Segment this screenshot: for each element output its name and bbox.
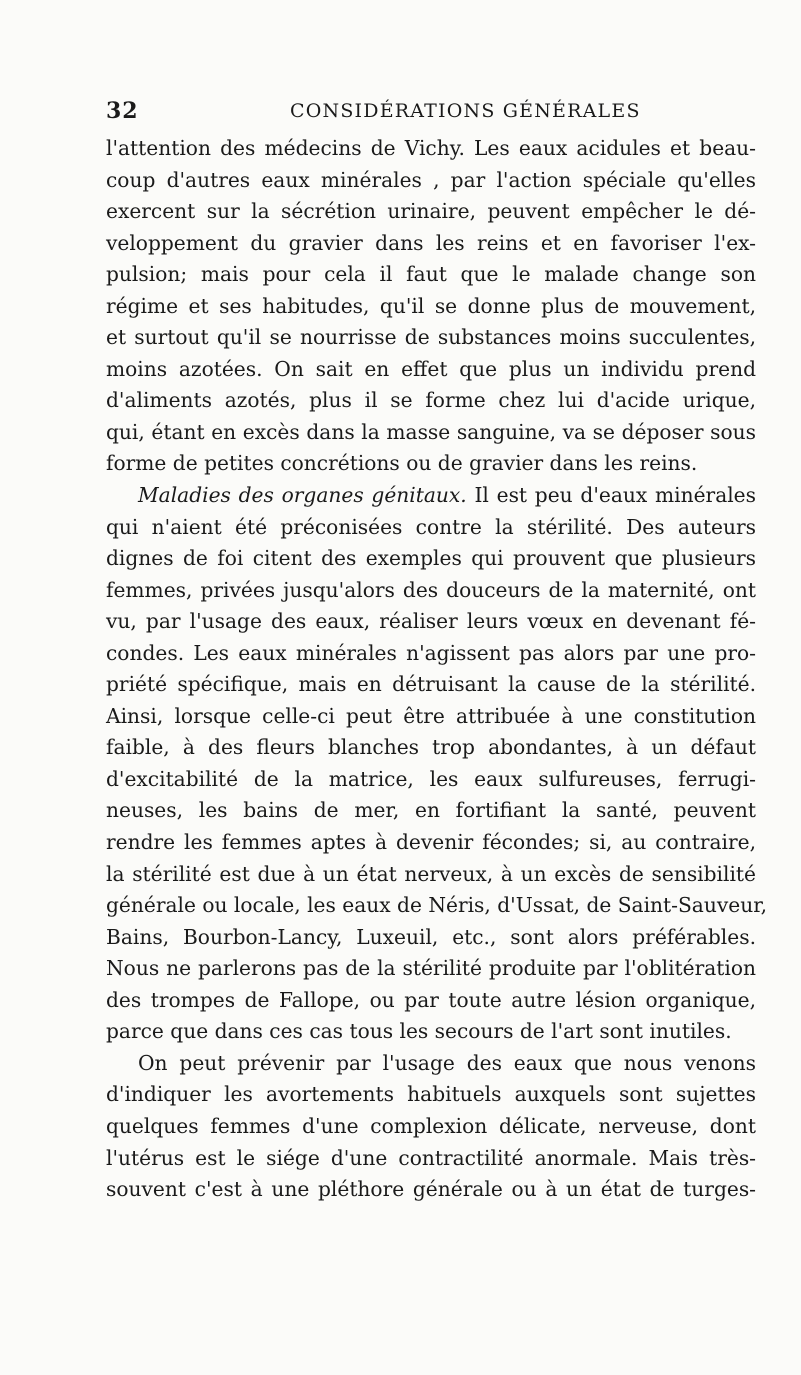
text-line: et surtout qu'il se nourrisse de substances moins succulentes, [106, 325, 756, 350]
text-line: régime et ses habitudes, qu'il se donne plus de mouvement, [106, 293, 756, 318]
text-line: l'attention des médecins de Vichy. Les eaux acidules et beau- [106, 136, 756, 160]
text-line-rest: Il est peu d'eaux minérales [474, 483, 756, 508]
text-line: moins azotées. On sait en effet que plus un individu prend [106, 356, 756, 381]
text-line-with-heading [106, 480, 756, 512]
text-line: dignes de foi citent des exemples qui prouvent que plusieurs [106, 546, 756, 571]
text-line: d'excitabilité de la matrice, les eaux sulfureuses, ferrugi- [106, 766, 756, 791]
section-heading: Maladies des organes génitaux. [138, 483, 467, 508]
text-line: exercent sur la sécrétion urinaire, peuvent empêcher le dé- [106, 199, 756, 224]
text-line: On peut prévenir par l'usage des eaux que nous venons [138, 1050, 756, 1075]
text-line: vu, par l'usage des eaux, réaliser leurs vœux en devenant fé- [106, 609, 756, 634]
text-line: la stérilité est due à un état nerveux, à un excès de sensibilité [106, 861, 756, 886]
text-line: qui n'aient été préconisées contre la stérilité. Des auteurs [106, 514, 756, 539]
text-line: générale ou locale, les eaux de Néris, d'Ussat, de Saint-Sauveur, [106, 893, 768, 918]
text-line: faible, à des fleurs blanches trop abondantes, à un défaut [106, 735, 756, 760]
text-line: parce que dans ces cas tous les secours de l'art sont inutiles. [106, 1019, 732, 1044]
page-number: 32 [106, 98, 139, 124]
text-line: quelques femmes d'une complexion délicate, nerveuse, dont [106, 1113, 756, 1138]
text-line: l'utérus est le siége d'une contractilité anormale. Mais très- [106, 1145, 756, 1170]
text-line: priété spécifique, mais en détruisant la cause de la stérilité. [106, 672, 756, 697]
text-line: d'indiquer les avortements habituels auxquels sont sujettes [106, 1082, 756, 1107]
text-line: d'aliments azotés, plus il se forme chez lui d'acide urique, [106, 388, 756, 413]
body-text [106, 133, 768, 1206]
text-line: souvent c'est à une pléthore générale ou à un état de turges- [106, 1177, 756, 1202]
text-line: condes. Les eaux minérales n'agissent pas alors par une pro- [106, 640, 756, 665]
running-head [106, 98, 756, 128]
text-line: neuses, les bains de mer, en fortifiant la santé, peuvent [106, 798, 756, 823]
text-line: coup d'autres eaux minérales , par l'action spéciale qu'elles [106, 167, 756, 192]
text-line: pulsion; mais pour cela il faut que le malade change son [106, 262, 756, 287]
text-line: Bains, Bourbon-Lancy, Luxeuil, etc., sont alors préférables. [106, 924, 756, 949]
running-title: CONSIDÉRATIONS GÉNÉRALES [290, 100, 641, 122]
text-line: veloppement du gravier dans les reins et en favoriser l'ex- [106, 230, 756, 255]
text-line: Ainsi, lorsque celle-ci peut être attribuée à une constitution [106, 703, 756, 728]
text-line: rendre les femmes aptes à devenir fécondes; si, au contraire, [106, 830, 756, 855]
text-line: qui, étant en excès dans la masse sanguine, va se déposer sous [106, 419, 756, 444]
text-line: Nous ne parlerons pas de la stérilité produite par l'oblitération [106, 956, 756, 981]
text-line: femmes, privées jusqu'alors des douceurs de la maternité, ont [106, 577, 756, 602]
text-line: forme de petites concrétions ou de gravier dans les reins. [106, 451, 698, 476]
text-line: des trompes de Fallope, ou par toute autre lésion organique, [106, 987, 756, 1012]
